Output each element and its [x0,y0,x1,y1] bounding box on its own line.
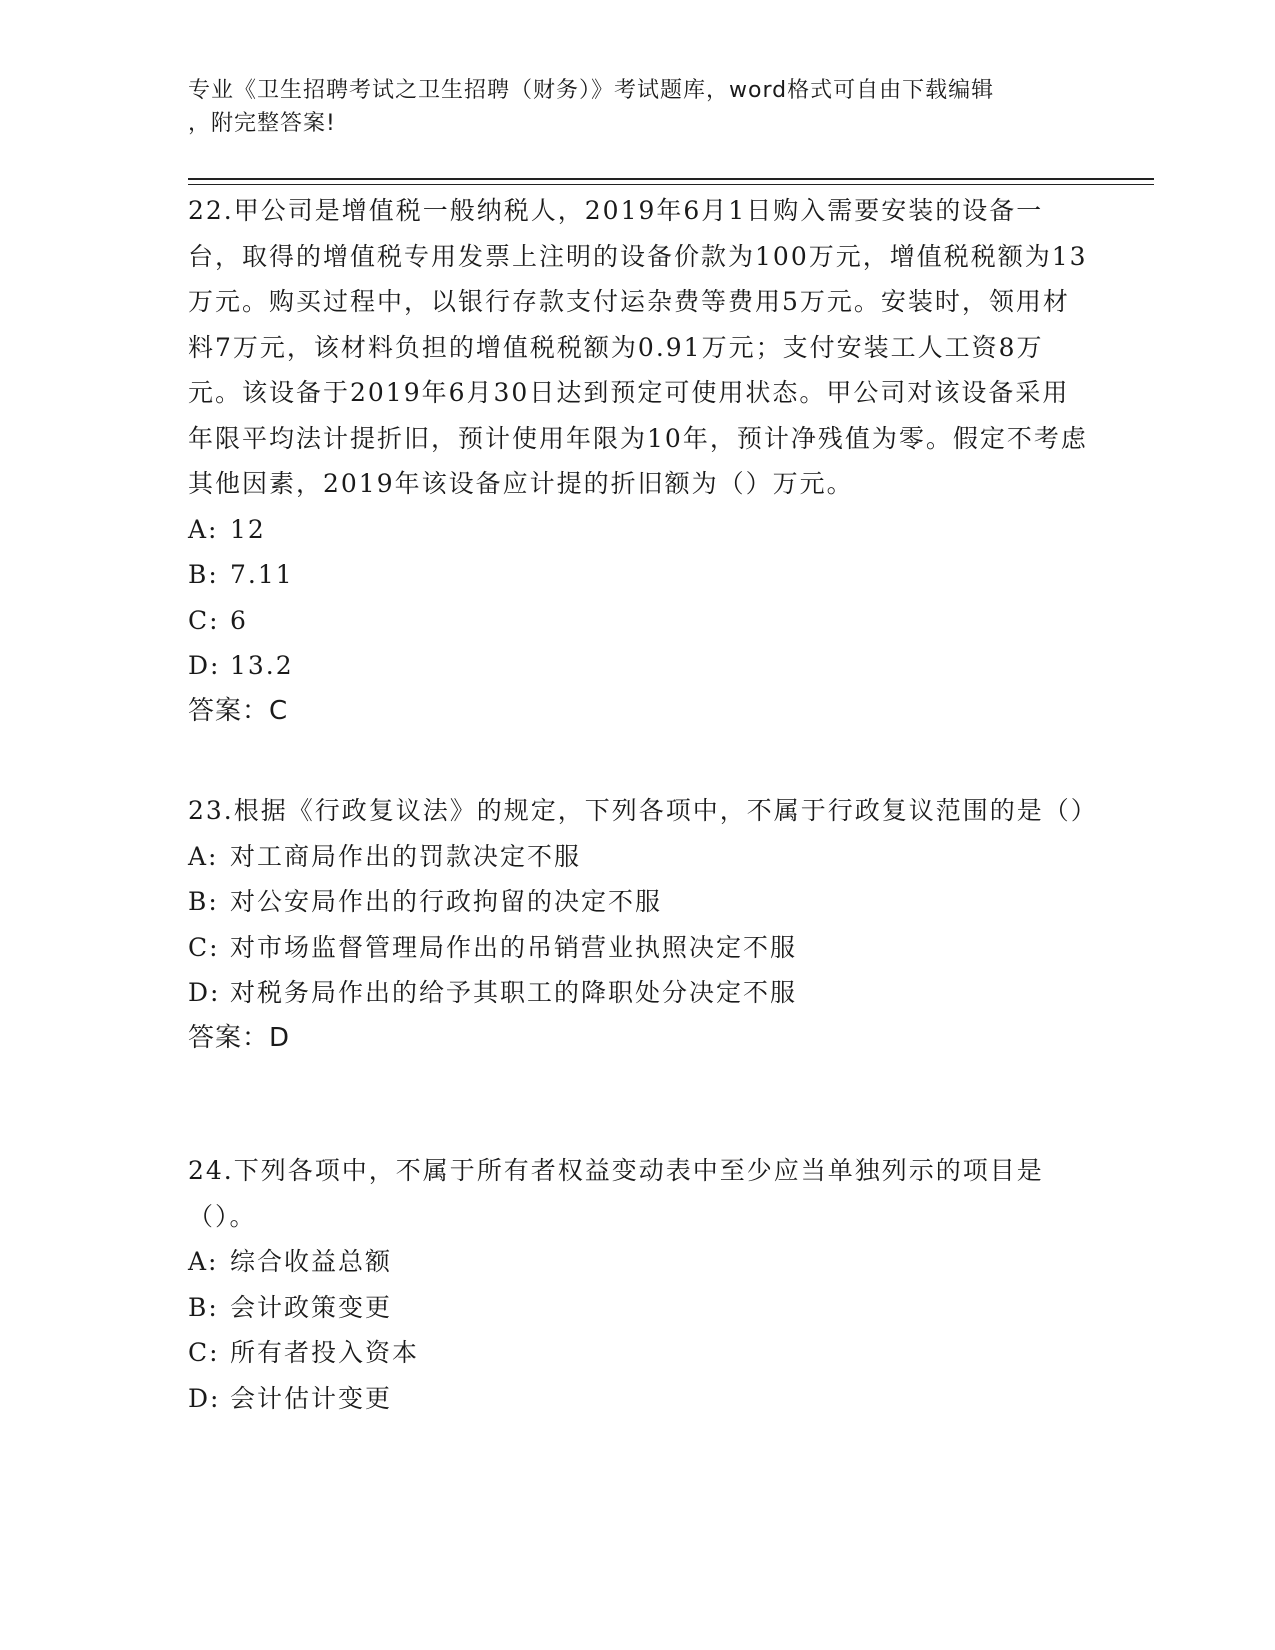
option-label: C: [188,605,220,635]
option-text: 对市场监督管理局作出的吊销营业执照决定不服 [230,932,798,962]
option-a [188,834,1088,880]
option-label: C: [188,1338,220,1367]
option-label: B: [188,1292,219,1322]
option-d [188,643,1088,689]
option-d [188,970,1088,1016]
question-text: 23.根据《行政复议法》的规定，下列各项中，不属于行政复议范围的是（） [188,796,1098,825]
option-text: 7.11 [230,560,294,589]
option-label: A: [188,1247,219,1276]
option-text: 13.2 [230,651,294,680]
question-24 [188,1148,1088,1421]
option-a [188,1239,1088,1285]
header-line-1: 专业《卫生招聘考试之卫生招聘（财务）》考试题库，word格式可自由下载编辑 [188,78,995,103]
option-label: D: [188,1383,221,1413]
answer-text: 答案：C [188,695,289,726]
header-line-2: ，附完整答案! [188,111,336,136]
option-label: D: [188,978,221,1007]
option-b [188,552,1088,598]
option-label: C: [188,932,220,962]
option-text: 会计政策变更 [230,1292,393,1322]
option-a [188,507,1088,553]
option-label: D: [188,651,221,680]
option-c [188,1330,1088,1376]
option-text: 所有者投入资本 [230,1338,420,1367]
header-divider-thin [188,184,1154,185]
question-text: 24.下列各项中，不属于所有者权益变动表中至少应当单独列示的项目是（）。 [188,1156,1044,1231]
header-divider-thick [188,178,1154,180]
option-text: 12 [230,514,266,544]
option-c [188,598,1088,644]
option-label: B: [188,887,219,916]
document-header [188,74,1068,140]
option-label: B: [188,560,219,589]
option-c [188,925,1088,971]
option-text: 对工商局作出的罚款决定不服 [230,841,582,871]
answer-text: 答案：D [188,1022,291,1053]
question-23 [188,788,1098,1061]
option-text: 对公安局作出的行政拘留的决定不服 [230,887,663,916]
option-text: 会计估计变更 [230,1383,393,1413]
option-d [188,1376,1088,1422]
option-b [188,1285,1088,1331]
option-label: A: [188,841,219,871]
question-22 [188,188,1088,734]
option-text: 6 [230,605,248,635]
option-label: A: [188,514,219,544]
option-b [188,879,1088,925]
question-text: 22.甲公司是增值税一般纳税人，2019年6月1日购入需要安装的设备一台，取得的增值税专用发票上注明的设备价款为100万元，增值税税额为13万元。购买过程中，以银行存款支付运杂费等费用5万元。安装时，领用材料7万元，该材料负担的增值税税额为0.91万元；支付安装工人工资8万元。该设备于2019年6月30日达到预定可使用状态。甲公司对该设备采用年限平均法计提折旧，预计使用年限为10年，预计净残值为零。假定不考虑其他因素，2019年该设备应计提的折旧额为（）万元。 [188,196,1088,498]
option-text: 综合收益总额 [230,1247,393,1276]
option-text: 对税务局作出的给予其职工的降职处分决定不服 [230,978,798,1007]
